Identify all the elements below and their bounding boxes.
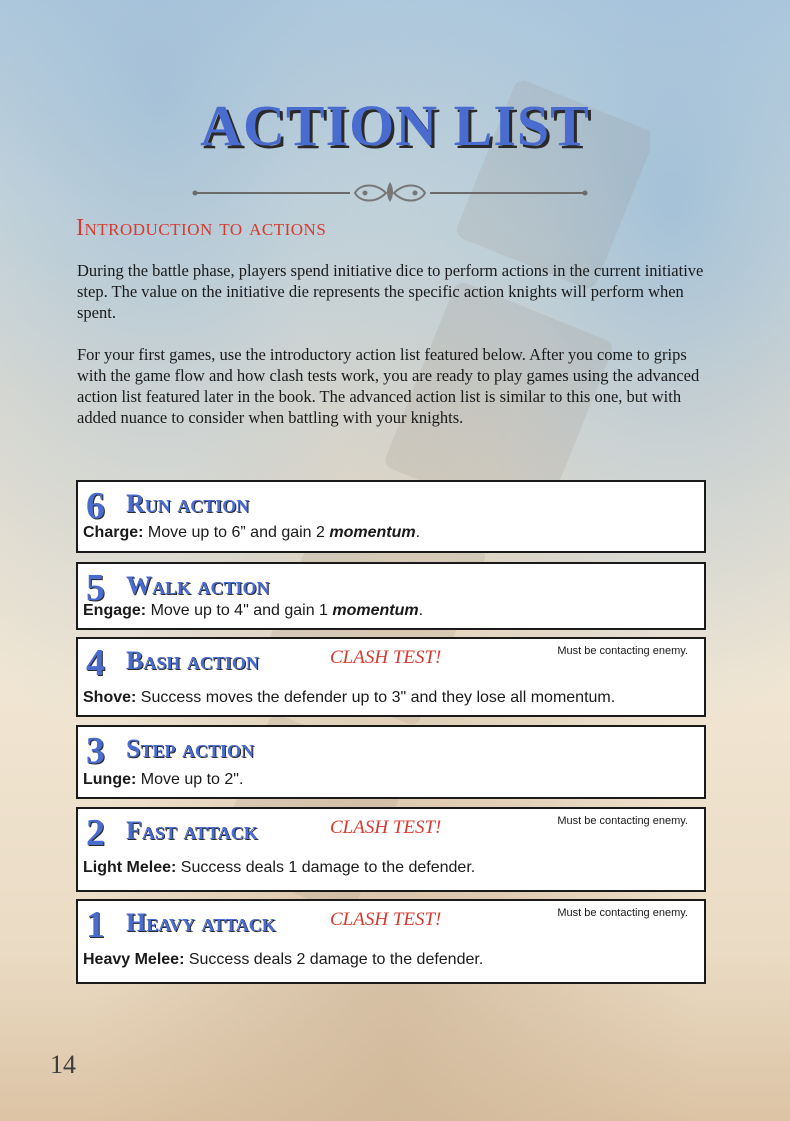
intro-heading: Introduction to actions	[76, 215, 327, 241]
action-card-heavy-attack	[76, 899, 706, 984]
action-effect	[83, 689, 615, 707]
action-card-fast-attack	[76, 807, 706, 892]
effect-text: Move up to 4" and gain 1	[150, 602, 333, 619]
effect-text: Move up to 6” and gain 2	[147, 524, 330, 541]
page-title: ACTION LIST	[200, 93, 590, 158]
clash-test-label: CLASH TEST!	[330, 817, 442, 838]
action-card-walk	[76, 562, 706, 630]
intro-paragraph-1: During the battle phase, players spend initiative dice to perform actions in the current initiative step. The value on the initiative die represents the specific action knights will perform when spent.	[77, 261, 704, 322]
contact-requirement-note: Must be contacting enemy.	[557, 907, 688, 919]
contact-requirement-note: Must be contacting enemy.	[557, 645, 688, 657]
effect-end: .	[418, 602, 424, 619]
action-number: 2	[86, 812, 105, 854]
action-name: Walk action	[126, 571, 270, 600]
action-number: 5	[86, 567, 105, 609]
clash-test-label: CLASH TEST!	[330, 647, 442, 668]
effect-label: Light Melee:	[83, 859, 177, 876]
contact-requirement-note: Must be contacting enemy.	[557, 815, 688, 827]
action-effect	[83, 524, 420, 542]
effect-text: Success deals 1 damage to the defender.	[180, 859, 476, 876]
action-number: 3	[86, 730, 105, 772]
action-card-run	[76, 480, 706, 553]
effect-text: Success deals 2 damage to the defender.	[188, 951, 484, 968]
action-name: Run action	[126, 489, 250, 518]
ornamental-divider-icon	[190, 178, 590, 208]
effect-label: Lunge:	[83, 771, 137, 788]
effect-emphasis: momentum	[329, 524, 416, 541]
action-effect	[83, 602, 423, 620]
action-name: Step action	[126, 734, 254, 763]
action-effect	[83, 859, 475, 877]
effect-text: Move up to 2".	[140, 771, 244, 788]
action-effect	[83, 951, 483, 969]
effect-label: Charge:	[83, 524, 144, 541]
effect-emphasis: momentum	[332, 602, 419, 619]
action-name: Heavy attack	[126, 908, 276, 937]
action-number: 1	[86, 904, 105, 946]
action-number: 6	[86, 485, 105, 527]
effect-text: Success moves the defender up to 3" and they lose all momentum.	[140, 689, 616, 706]
effect-end: .	[415, 524, 421, 541]
page-number: 14	[50, 1050, 76, 1079]
effect-label: Engage:	[83, 602, 147, 619]
action-name: Fast attack	[126, 816, 258, 845]
effect-label: Shove:	[83, 689, 137, 706]
action-effect	[83, 771, 243, 789]
action-number: 4	[86, 642, 105, 684]
clash-test-label: CLASH TEST!	[330, 909, 442, 930]
effect-label: Heavy Melee:	[83, 951, 185, 968]
action-name: Bash action	[126, 646, 259, 675]
action-card-bash	[76, 637, 706, 717]
action-card-step	[76, 725, 706, 799]
intro-paragraph-2: For your first games, use the introductory action list featured below. After you come to grips with the game flow and how clash tests work, you are ready to play games using the advanced action list featured later in the book. The advanced action list is similar to this one, but with added nuance to consider when battling with your knights.	[77, 345, 700, 427]
